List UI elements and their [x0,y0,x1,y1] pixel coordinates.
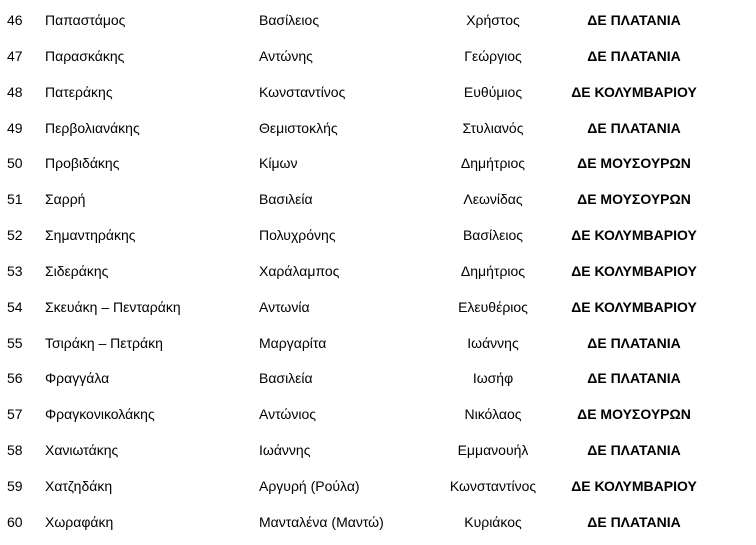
father-name-cell: Εμμανουήλ [457,442,529,459]
table-row [0,3,756,39]
surname-cell: Σημαντηράκης [45,227,136,244]
municipality-cell: ΔΕ ΚΟΛΥΜΒΑΡΙΟΥ [571,477,697,494]
surname-cell: Χωραφάκη [45,513,114,530]
table-row [0,39,756,75]
table-row [0,182,756,218]
father-name-cell: Κωνσταντίνος [449,477,537,494]
first-name-cell: Μαργαρίτα [259,334,327,351]
first-name-cell: Κωνσταντίνος [259,83,346,100]
municipality-cell: ΔΕ ΠΛΑΤΑΝΙΑ [587,47,681,64]
name-list-table [0,3,756,541]
surname-cell: Σαρρή [45,191,86,208]
table-row [0,254,756,290]
surname-cell: Σιδεράκης [45,262,109,279]
row-number: 51 [7,191,23,208]
father-name-cell: Χρήστος [466,12,520,28]
municipality-cell: ΔΕ ΚΟΛΥΜΒΑΡΙΟΥ [571,262,697,279]
table-row [0,111,756,147]
municipality-cell: ΔΕ ΠΛΑΤΑΝΙΑ [587,119,681,136]
row-number: 53 [7,262,23,279]
table-row [0,326,756,362]
municipality-cell: ΔΕ ΜΟΥΣΟΥΡΩΝ [577,191,691,208]
first-name-cell: Θεμιστοκλής [259,119,338,136]
first-name-cell: Αντώνης [259,47,313,64]
father-name-cell: Γεώργιος [464,47,522,64]
table-row [0,218,756,254]
row-number: 47 [7,47,23,64]
father-name-cell: Ελευθέριος [458,298,528,315]
municipality-cell: ΔΕ ΠΛΑΤΑΝΙΑ [587,12,681,28]
first-name-cell: Μανταλένα (Μαντώ) [259,513,384,530]
row-number: 55 [7,334,23,351]
row-number: 50 [7,155,23,172]
surname-cell: Πατεράκης [45,83,113,100]
father-name-cell: Νικόλαος [464,406,522,423]
table-row [0,505,756,541]
surname-cell: Σκευάκη – Πενταράκη [45,298,181,315]
first-name-cell: Βασιλεία [259,370,313,387]
surname-cell: Παρασκάκης [45,47,125,64]
first-name-cell: Κίμων [259,155,298,172]
surname-cell: Φραγκονικολάκης [45,406,155,423]
father-name-cell: Κυριάκος [464,513,522,530]
surname-cell: Χατζηδάκη [45,477,113,494]
surname-cell: Φραγγάλα [45,370,110,387]
table-row [0,361,756,397]
first-name-cell: Αντώνιος [259,406,316,423]
row-number: 57 [7,406,23,423]
row-number: 58 [7,442,23,459]
table-row [0,290,756,326]
municipality-cell: ΔΕ ΠΛΑΤΑΝΙΑ [587,334,681,351]
surname-cell: Παπαστάμος [45,12,126,28]
father-name-cell: Λεωνίδας [463,191,523,208]
table-row [0,146,756,182]
first-name-cell: Βασιλεία [259,191,313,208]
table-row [0,433,756,469]
row-number: 56 [7,370,23,387]
row-number: 46 [7,12,23,28]
first-name-cell: Χαράλαμπος [259,262,340,279]
municipality-cell: ΔΕ ΚΟΛΥΜΒΑΡΙΟΥ [571,227,697,244]
municipality-cell: ΔΕ ΚΟΛΥΜΒΑΡΙΟΥ [571,83,697,100]
father-name-cell: Ευθύμιος [463,83,523,100]
father-name-cell: Ιωάννης [467,334,519,351]
municipality-cell: ΔΕ ΜΟΥΣΟΥΡΩΝ [577,155,691,172]
row-number: 59 [7,477,23,494]
table-row [0,397,756,433]
surname-cell: Περβολιανάκης [45,119,140,136]
municipality-cell: ΔΕ ΠΛΑΤΑΝΙΑ [587,513,681,530]
row-number: 54 [7,298,23,315]
table-row [0,469,756,505]
municipality-cell: ΔΕ ΚΟΛΥΜΒΑΡΙΟΥ [571,298,697,315]
table-row [0,75,756,111]
surname-cell: Τσιράκη – Πετράκη [45,334,163,351]
father-name-cell: Ιωσήφ [472,370,514,387]
father-name-cell: Βασίλειος [462,227,524,244]
row-number: 49 [7,119,23,136]
first-name-cell: Αντωνία [259,298,310,315]
first-name-cell: Ιωάννης [259,442,311,459]
municipality-cell: ΔΕ ΠΛΑΤΑΝΙΑ [587,370,681,387]
first-name-cell: Βασίλειος [259,12,320,28]
row-number: 52 [7,227,23,244]
father-name-cell: Δημήτριος [460,262,526,279]
surname-cell: Προβιδάκης [45,155,120,172]
row-number: 60 [7,513,23,530]
row-number: 48 [7,83,23,100]
first-name-cell: Αργυρή (Ρούλα) [259,477,360,494]
surname-cell: Χανιωτάκης [45,442,119,459]
first-name-cell: Πολυχρόνης [259,227,336,244]
municipality-cell: ΔΕ ΜΟΥΣΟΥΡΩΝ [577,406,691,423]
father-name-cell: Δημήτριος [460,155,526,172]
father-name-cell: Στυλιανός [462,119,524,136]
municipality-cell: ΔΕ ΠΛΑΤΑΝΙΑ [587,442,681,459]
